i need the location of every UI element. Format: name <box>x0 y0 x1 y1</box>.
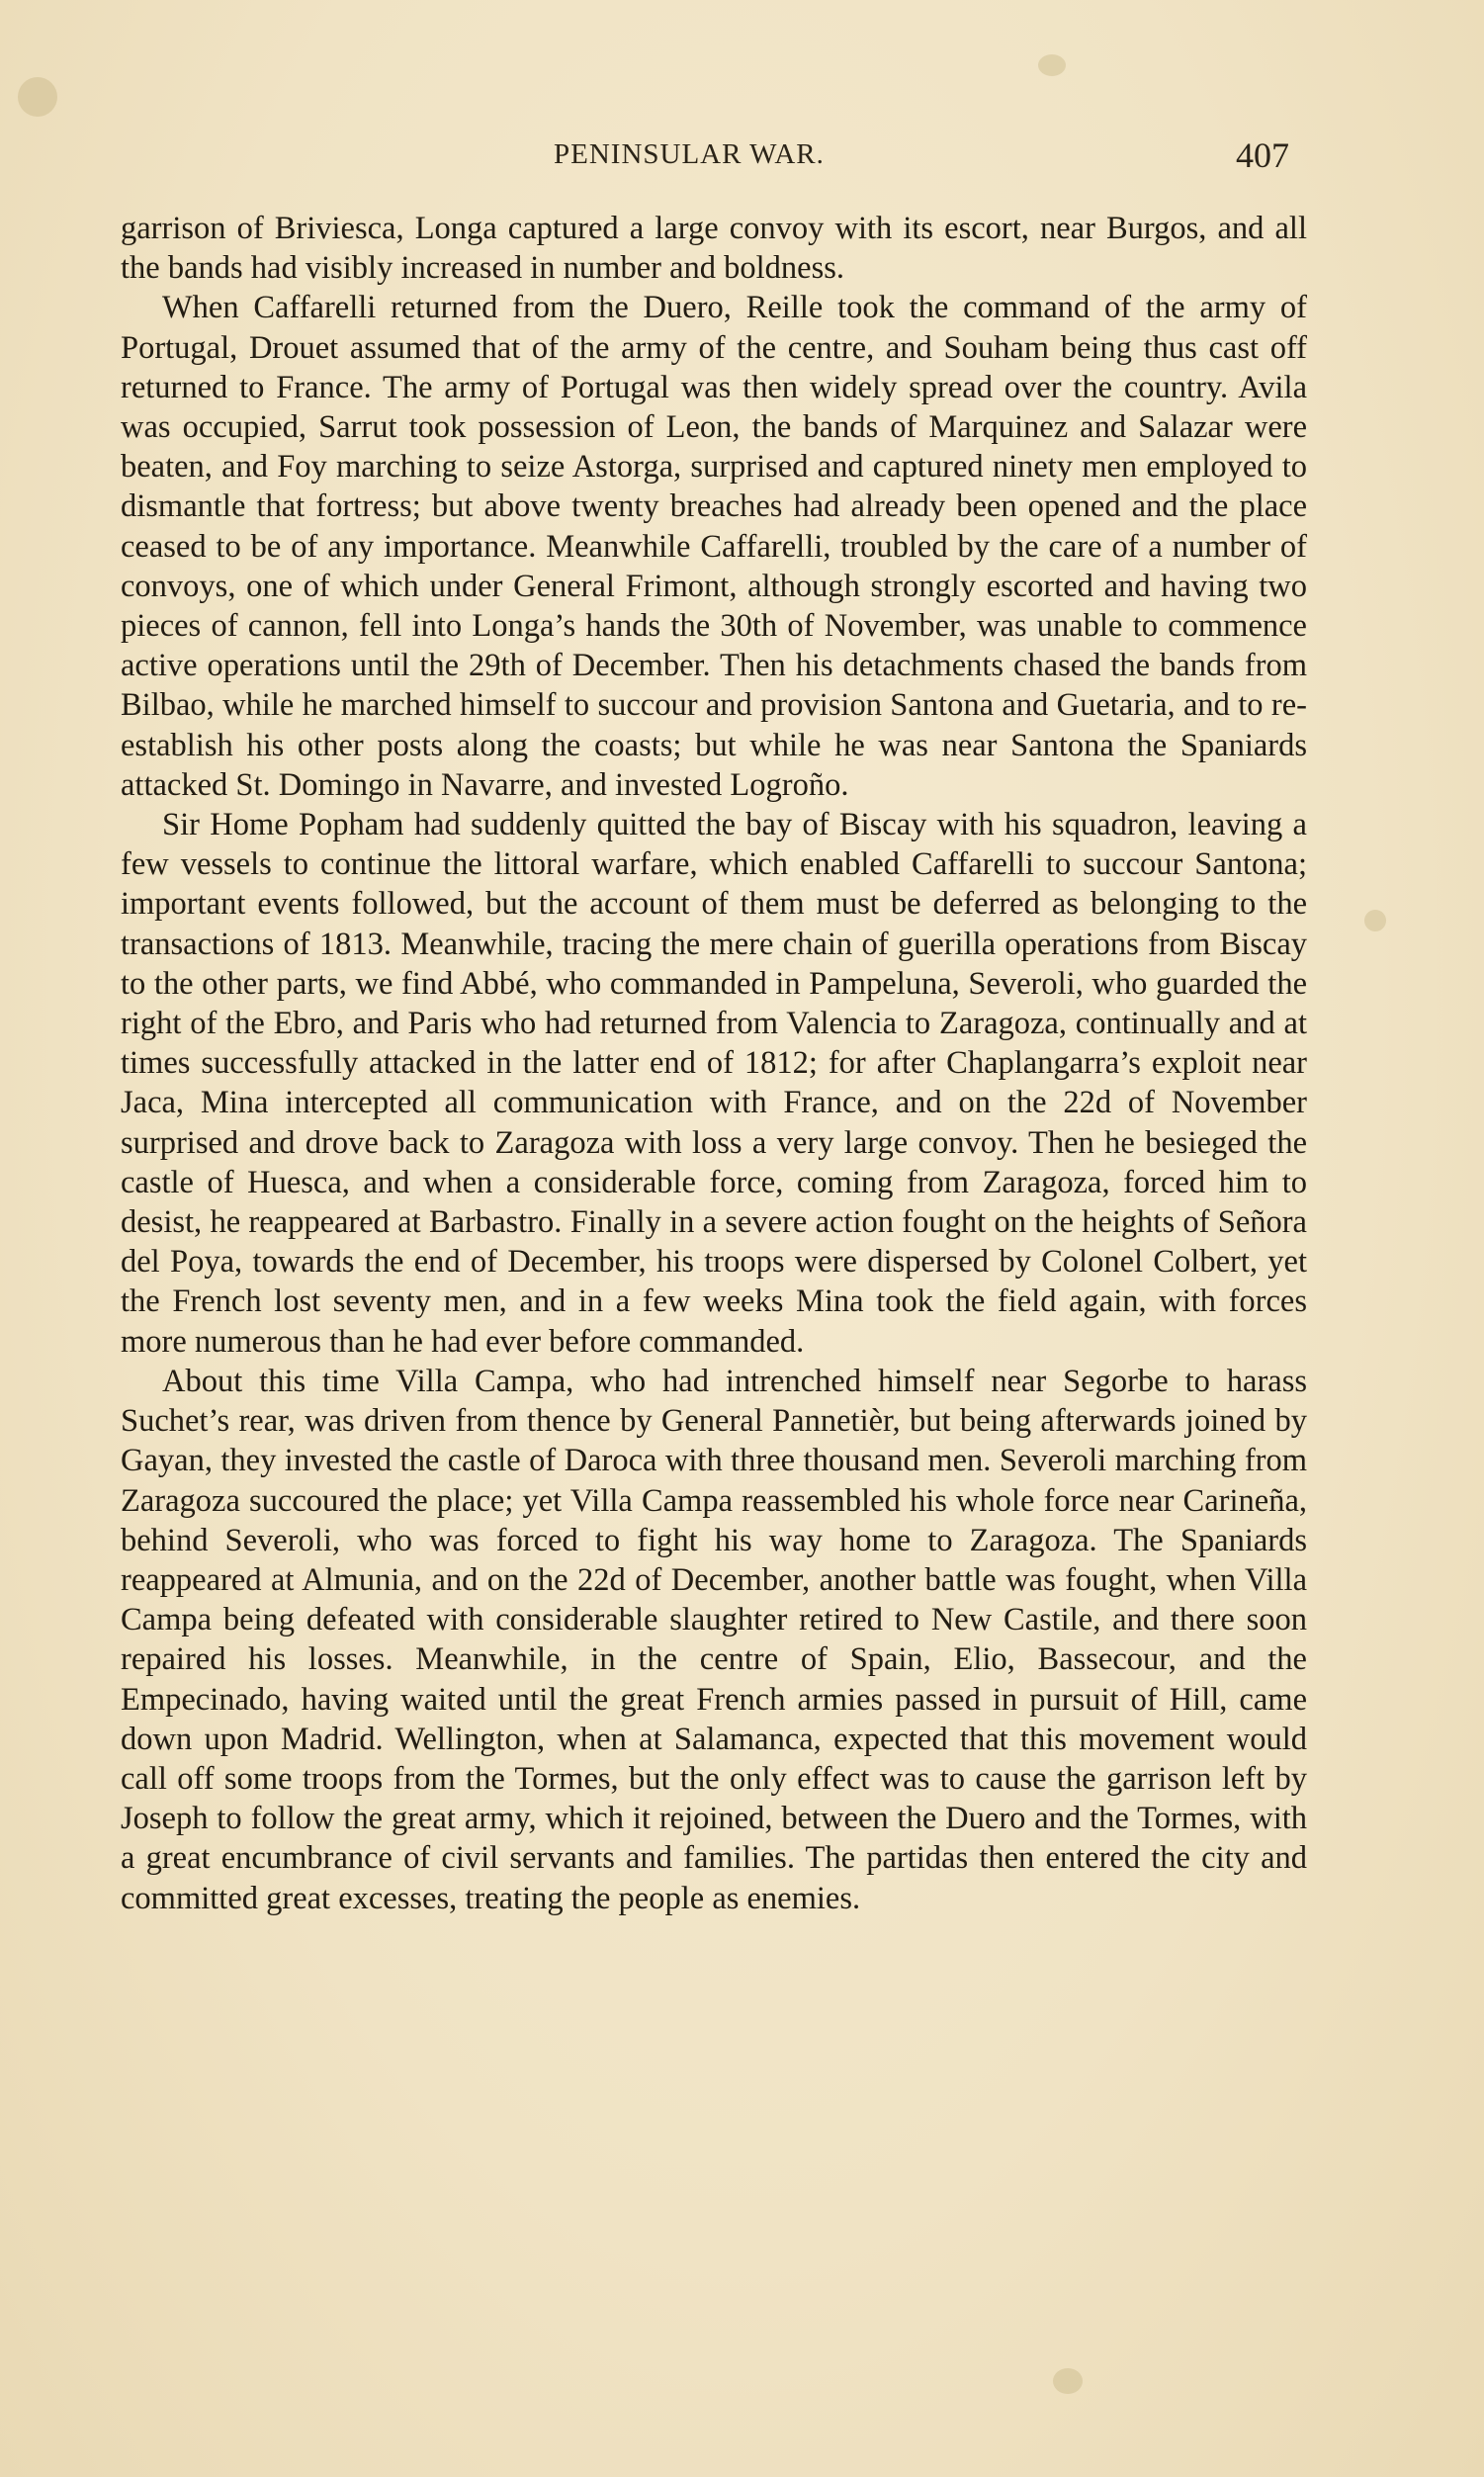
paragraph-caffarelli: When Caffarelli returned from the Duero, Reille took the command of the army of Portugal, Drouet assumed that of the army of the centre, and Souham being thus cast off returned to France. The army of Portugal was then widely spread over the country. Avila was occupied, Sarrut took possession of Leon, the bands of Marquinez and Salazar were beaten, and Foy marching to seize Astorga, surprised and captured ninety men employed to dismantle that fortress; but above twenty breaches had already been opened and the place ceased to be of any importance. Meanwhile Caffarelli, troubled by the care of a number of convoys, one of which under General Frimont, although strongly escorted and having two pieces of cannon, fell into Longa’s hands the 30th of November, was unable to commence active operations until the 29th of December. Then his detachments chased the bands from Bilbao, while he marched himself to succour and provision Santona and Guetaria, and to re-establish his other posts along the coasts; but while he was near Santona the Spaniards attacked St. Domingo in Navarre, and invested Logroño. <box>121 290 1307 803</box>
paragraph-villa-campa: About this time Villa Campa, who had intrenched himself near Segorbe to harass Suchet’s rear, was driven from thence by General Pannetièr, but being afterwards joined by Gayan, they invested the castle of Daroca with three thousand men. Severoli marching from Zaragoza succoured the place; yet Villa Campa reassembled his whole force near Carineña, behind Severoli, who was forced to fight his way home to Zaragoza. The Spaniards reappeared at Almunia, and on the 22d of December, another battle was fought, when Villa Campa being defeated with considerable slaughter retired to New Castile, and there soon repaired his losses. Meanwhile, in the centre of Spain, Elio, Bassecour, and the Empecinado, having waited until the great French armies passed in pursuit of Hill, came down upon Madrid. Wellington, when at Salamanca, expected that this movement would call off some troops from the Tormes, but the only effect was to cause the garrison left by Joseph to follow the great army, which it rejoined, between the Duero and the Tormes, with a great encumbrance of civil servants and families. The partidas then entered the city and committed great excesses, treating the people as enemies. <box>121 1363 1307 1916</box>
paragraph-continuation: garrison of Briviesca, Longa captured a large convoy with its escort, near Burgos, and all the bands had visibly increased in number and boldness. <box>121 211 1307 287</box>
paper-stain <box>18 77 57 117</box>
paragraph-popham: Sir Home Popham had suddenly quitted the bay of Biscay with his squadron, leaving a few vessels to continue the littoral warfare, which enabled Caffarelli to succour Santona; important events followed, but the account of them must be deferred as belonging to the transactions of 1813. Meanwhile, tracing the mere chain of guerilla operations from Biscay to the other parts, we find Abbé, who commanded in Pampeluna, Severoli, who guarded the right of the Ebro, and Paris who had returned from Valencia to Zaragoza, continually and at times successfully attacked in the latter end of 1812; for after Chaplangarra’s exploit near Jaca, Mina intercepted all communication with France, and on the 22d of November surprised and drove back to Zaragoza with loss a very large convoy. Then he besieged the castle of Huesca, and when a considerable force, coming from Zaragoza, forced him to desist, he reappeared at Barbastro. Finally in a severe action fought on the heights of Señora del Poya, towards the end of December, his troops were dispersed by Colonel Colbert, yet the French lost seventy men, and in a few weeks Mina took the field again, with forces more numerous than he had ever before commanded. <box>121 807 1307 1360</box>
paper-stain <box>1038 54 1066 76</box>
body-text <box>121 209 1307 1918</box>
page-header <box>119 135 1305 188</box>
paper-stain <box>1053 2368 1083 2394</box>
running-title: PENINSULAR WAR. <box>554 138 825 170</box>
page-number: 407 <box>1236 135 1289 175</box>
paper-stain <box>1364 910 1386 931</box>
